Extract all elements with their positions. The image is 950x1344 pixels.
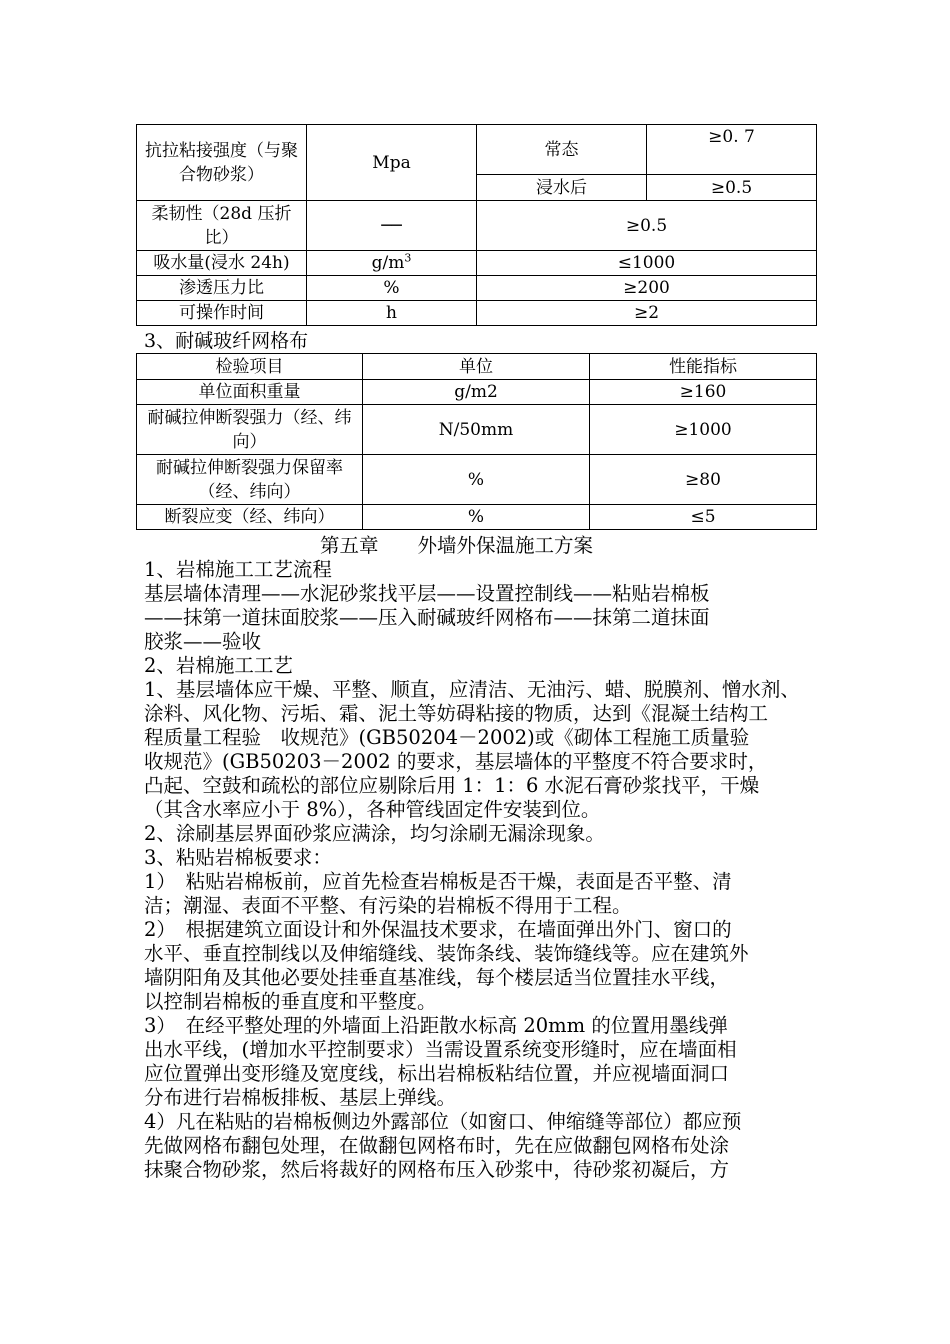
text-line: 程质量工程验 收规范》(GB50204－2002)或《砌体工程施工质量验 (144, 726, 750, 749)
table-cell: % (363, 505, 590, 530)
table-cell: Mpa (307, 125, 477, 201)
table-cell: ≤5 (590, 505, 817, 530)
table-cell: 抗拉粘接强度（与聚合物砂浆） (137, 125, 307, 201)
text-line: 收规范》(GB50203－2002 的要求，基层墙体的平整度不符合要求时， (144, 750, 768, 773)
text-line: 3、粘贴岩棉板要求： (144, 846, 332, 869)
text-line: 出水平线，(增加水平控制要求）当需设置系统变形缝时，应在墙面相 (144, 1038, 737, 1061)
text-line: 4）凡在粘贴的岩棉板侧边外露部位（如窗口、伸缩缝等部位）都应预 (144, 1110, 742, 1133)
table-row (137, 201, 817, 251)
table-row (137, 251, 817, 276)
table-cell: ── (307, 201, 477, 251)
text-line: 1、基层墙体应干燥、平整、顺直，应清洁、无油污、蜡、脱膜剂、憎水剂、 (144, 678, 800, 701)
table-cell: 耐碱拉伸断裂强力（经、纬向） (137, 405, 363, 455)
table-cell: 可操作时间 (137, 301, 307, 326)
text-line: 先做网格布翻包处理，在做翻包网格布时，先在应做翻包网格布处涂 (144, 1134, 730, 1157)
table-cell: % (363, 455, 590, 505)
table-cell (307, 251, 477, 276)
table-row (137, 276, 817, 301)
table-cell: 常态 (477, 125, 647, 175)
unit-text: g/m (371, 253, 405, 273)
table-caption: 3、耐碱玻纤网格布 (144, 330, 309, 352)
table-cell: ≥2 (477, 301, 817, 326)
table-row (137, 125, 817, 175)
text-line: （其含水率应小于 8%），各种管线固定件安装到位。 (144, 798, 601, 821)
table-row (137, 405, 817, 455)
text-line: 抹聚合物砂浆，然后将裁好的网格布压入砂浆中，待砂浆初凝后，方 (144, 1158, 730, 1181)
table-cell: ≥0. 7 (647, 125, 817, 175)
table-cell: ≥200 (477, 276, 817, 301)
table-row (137, 455, 817, 505)
text-line: 胶浆——验收 (144, 630, 262, 653)
text-line: ——抹第一道抹面胶浆——压入耐碱玻纤网格布——抹第二道抹面 (144, 606, 710, 629)
table-cell: 浸水后 (477, 175, 647, 201)
text-line: 2、岩棉施工工艺 (144, 654, 293, 677)
table-cell: h (307, 301, 477, 326)
table-row (137, 505, 817, 530)
table-header-cell: 单位 (363, 354, 590, 380)
table-row (137, 301, 817, 326)
text-line: 3） 在经平整处理的外墙面上沿距散水标高 20mm 的位置用墨线弹 (144, 1014, 728, 1037)
text-line: 2、涂刷基层界面砂浆应满涂，均匀涂刷无漏涂现象。 (144, 822, 605, 845)
chapter-heading: 第五章 外墙外保温施工方案 (320, 534, 594, 557)
table-cell: ≥160 (590, 380, 817, 405)
text-line: 应位置弹出变形缝及宽度线，标出岩棉板粘结位置，并应视墙面洞口 (144, 1062, 730, 1085)
table-cell: 单位面积重量 (137, 380, 363, 405)
adhesive-spec-table (136, 124, 817, 326)
text-line: 水平、垂直控制线以及伸缩缝线、装饰条线、装饰缝线等。应在建筑外 (144, 942, 749, 965)
text-line: 2） 根据建筑立面设计和外保温技术要求，在墙面弹出外门、窗口的 (144, 918, 732, 941)
table-cell: 柔韧性（28d 压折比） (137, 201, 307, 251)
text-line: 以控制岩棉板的垂直度和平整度。 (144, 990, 437, 1013)
table-cell: 吸水量(浸水 24h) (137, 251, 307, 276)
table-cell: ≥80 (590, 455, 817, 505)
table-cell: 渗透压力比 (137, 276, 307, 301)
text-line: 1） 粘贴岩棉板前，应首先检查岩棉板是否干燥，表面是否平整、清 (144, 870, 732, 893)
table-cell: N/50mm (363, 405, 590, 455)
body-text (144, 534, 824, 1182)
table-cell: 断裂应变（经、纬向） (137, 505, 363, 530)
table-header-cell: 性能指标 (590, 354, 817, 380)
table-row (137, 380, 817, 405)
text-line: 涂料、风化物、污垢、霜、泥土等妨碍粘接的物质，达到《混凝土结构工 (144, 702, 769, 725)
table-cell: ≥0.5 (647, 175, 817, 201)
unit-superscript: 3 (404, 251, 412, 265)
text-line: 凸起、空鼓和疏松的部位应剔除后用 1：1：6 水泥石膏砂浆找平，干燥 (144, 774, 760, 797)
mesh-spec-table (136, 353, 817, 530)
table-cell: g/m2 (363, 380, 590, 405)
text-line: 分布进行岩棉板排板、基层上弹线。 (144, 1086, 457, 1109)
text-line: 墙阴阳角及其他必要处挂垂直基准线，每个楼层适当位置挂水平线， (144, 966, 730, 989)
table-cell: ≥1000 (590, 405, 817, 455)
table-cell: ≥0.5 (477, 201, 817, 251)
text-line: 1、岩棉施工工艺流程 (144, 558, 332, 581)
text-line: 基层墙体清理——水泥砂浆找平层——设置控制线——粘贴岩棉板 (144, 582, 710, 605)
table-cell: 耐碱拉伸断裂强力保留率（经、纬向） (137, 455, 363, 505)
table-cell: ≤1000 (477, 251, 817, 276)
table-header-cell: 检验项目 (137, 354, 363, 380)
table-cell: % (307, 276, 477, 301)
text-line: 洁；潮湿、表面不平整、有污染的岩棉板不得用于工程。 (144, 894, 632, 917)
table-header-row (137, 354, 817, 380)
